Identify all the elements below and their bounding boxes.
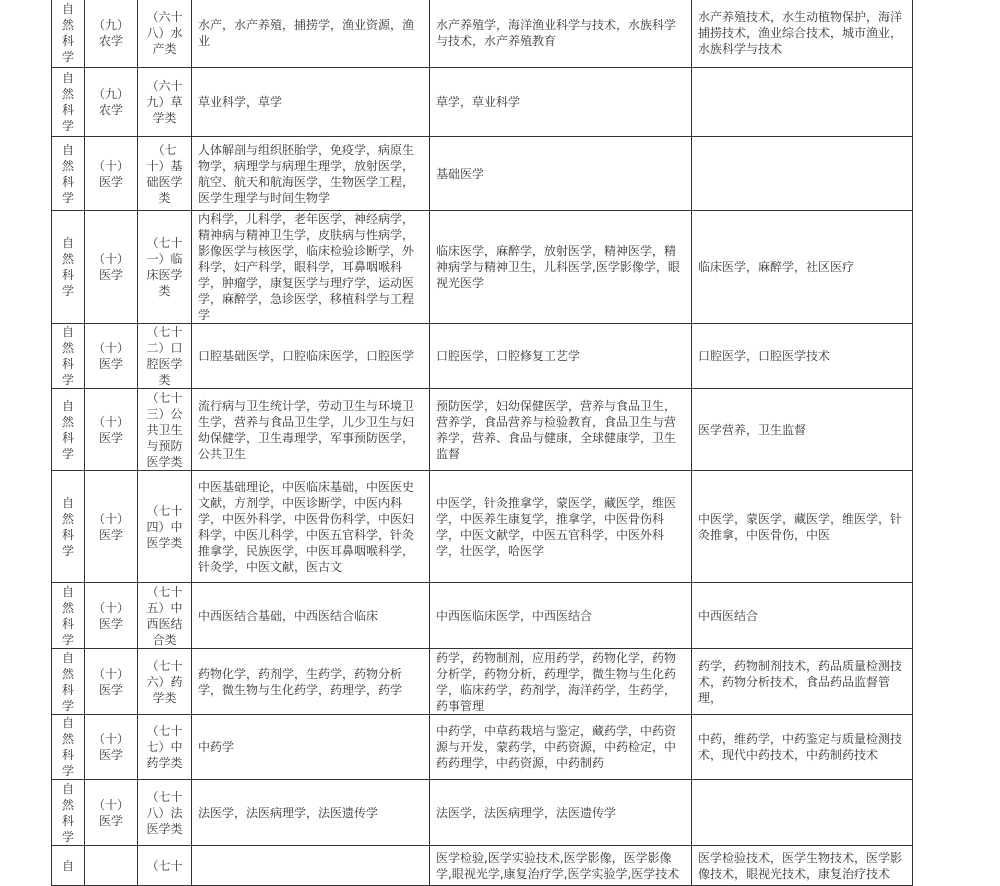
graduate-majors-cell: 法医学，法医病理学，法医遗传学 [192,780,430,846]
class-cell: （七十八）法医学类 [138,780,192,846]
graduate-majors-cell: 中医基础理论，中医临床基础，中医医史文献，方剂学，中医诊断学，中医内科学，中医外科学，中医骨伤科学，中医妇科学，中医儿科学，中医五官科学，针灸推拿学，民族医学，中医耳鼻咽喉科学，针灸学，中医文献，医古文 [192,471,430,583]
class-cell: （七十六）药学类 [138,649,192,715]
class-cell: （七十三）公共卫生与预防医学类 [138,389,192,471]
vocational-majors-cell: 水产养殖技术，水生动植物保护，海洋捕捞技术，渔业综合技术，城市渔业，水族科学与技术 [692,0,913,68]
field-cell: 自然科学 [52,68,85,137]
vocational-majors-cell [692,780,913,846]
category-cell: （十）医学 [85,324,138,389]
table-row [52,68,913,137]
field-cell: 自然科学 [52,583,85,649]
class-cell: （七十）基础医学类 [138,137,192,211]
vocational-majors-cell: 医学检验技术，医学生物技术，医学影像技术，眼视光技术，康复治疗技术 [692,846,913,886]
field-cell: 自然科学 [52,471,85,583]
category-cell: （十）医学 [85,389,138,471]
category-cell: （十）医学 [85,649,138,715]
vocational-majors-cell [692,68,913,137]
category-cell [85,846,138,886]
category-cell: （十）医学 [85,780,138,846]
field-cell: 自然科学 [52,324,85,389]
table-row [52,649,913,715]
table-row [52,137,913,211]
category-cell: （十）医学 [85,211,138,324]
category-cell: （十）医学 [85,715,138,780]
table-row [52,324,913,389]
vocational-majors-cell: 临床医学，麻醉学，社区医疗 [692,211,913,324]
undergraduate-majors-cell: 水产养殖学，海洋渔业科学与技术，水族科学与技术，水产养殖教育 [430,0,692,68]
undergraduate-majors-cell: 药学，药物制剂，应用药学，药物化学，药物分析学，药物分析，药理学，微生物与生化药学，临床药学，药剂学，海洋药学，生药学，药事管理 [430,649,692,715]
class-cell: （七十七）中药学类 [138,715,192,780]
category-cell: （十）医学 [85,583,138,649]
table-row [52,715,913,780]
graduate-majors-cell: 人体解剖与组织胚胎学，免疫学，病原生物学，病理学与病理生理学，放射医学，航空、航天和航海医学，生物医学工程，医学生理学与时间生物学 [192,137,430,211]
class-cell: （七十 [138,846,192,886]
vocational-majors-cell: 中药，维药学，中药鉴定与质量检测技术，现代中药技术，中药制药技术 [692,715,913,780]
discipline-table [51,0,913,886]
vocational-majors-cell: 中西医结合 [692,583,913,649]
vocational-majors-cell: 口腔医学，口腔医学技术 [692,324,913,389]
graduate-majors-cell: 口腔基础医学，口腔临床医学，口腔医学 [192,324,430,389]
undergraduate-majors-cell: 医学检验,医学实验技术,医学影像，医学影像学,眼视光学,康复治疗学,医学实验学,医学技术 [430,846,692,886]
table-row [52,471,913,583]
field-cell: 自然科学 [52,137,85,211]
graduate-majors-cell: 中药学 [192,715,430,780]
table-row [52,583,913,649]
undergraduate-majors-cell: 法医学，法医病理学，法医遗传学 [430,780,692,846]
field-cell: 自然科学 [52,389,85,471]
category-cell: （九）农学 [85,0,138,68]
graduate-majors-cell: 中西医结合基础，中西医结合临床 [192,583,430,649]
graduate-majors-cell: 水产，水产养殖，捕捞学，渔业资源，渔业 [192,0,430,68]
category-cell: （十）医学 [85,471,138,583]
table-row [52,389,913,471]
class-cell: （七十五）中西医结合类 [138,583,192,649]
field-cell: 自然科学 [52,715,85,780]
class-cell: （六十九）草学类 [138,68,192,137]
undergraduate-majors-cell: 草学，草业科学 [430,68,692,137]
graduate-majors-cell: 流行病与卫生统计学，劳动卫生与环境卫生学，营养与食品卫生学，儿少卫生与妇幼保健学，卫生毒理学，军事预防医学，公共卫生 [192,389,430,471]
vocational-majors-cell: 药学，药物制剂技术，药品质量检测技术，药物分析技术，食品药品监督管理， [692,649,913,715]
undergraduate-majors-cell: 基础医学 [430,137,692,211]
table-row [52,0,913,68]
category-cell: （十）医学 [85,137,138,211]
class-cell: （七十四）中医学类 [138,471,192,583]
graduate-majors-cell [192,846,430,886]
undergraduate-majors-cell: 临床医学，麻醉学，放射医学，精神医学，精神病学与精神卫生，儿科医学,医学影像学，眼视光医学 [430,211,692,324]
category-cell: （九）农学 [85,68,138,137]
vocational-majors-cell: 医学营养，卫生监督 [692,389,913,471]
class-cell: （七十二）口腔医学类 [138,324,192,389]
table-row [52,846,913,886]
table-row [52,211,913,324]
class-cell: （七十一）临床医学类 [138,211,192,324]
class-cell: （六十八）水产类 [138,0,192,68]
field-cell: 自然科学 [52,649,85,715]
graduate-majors-cell: 内科学，儿科学，老年医学，神经病学，精神病与精神卫生学，皮肤病与性病学，影像医学与核医学，临床检验诊断学，外科学，妇产科学，眼科学，耳鼻咽喉科学，肿瘤学，康复医学与理疗学，运动医学，麻醉学，急诊医学，移植科学与工程学 [192,211,430,324]
undergraduate-majors-cell: 口腔医学，口腔修复工艺学 [430,324,692,389]
undergraduate-majors-cell: 中西医临床医学，中西医结合 [430,583,692,649]
graduate-majors-cell: 草业科学，草学 [192,68,430,137]
graduate-majors-cell: 药物化学，药剂学，生药学，药物分析学，微生物与生化药学，药理学，药学 [192,649,430,715]
undergraduate-majors-cell: 中药学，中草药栽培与鉴定，藏药学，中药资源与开发，蒙药学，中药资源，中药检定，中药药理学，中药资源，中药制药 [430,715,692,780]
undergraduate-majors-cell: 中医学，针灸推拿学，蒙医学，藏医学，维医学，中医养生康复学，推拿学，中医骨伤科学，中医文献学，中医五官科学，中医外科学，壮医学，哈医学 [430,471,692,583]
vocational-majors-cell: 中医学，蒙医学，藏医学，维医学，针灸推拿，中医骨伤，中医 [692,471,913,583]
field-cell: 自 [52,846,85,886]
undergraduate-majors-cell: 预防医学，妇幼保健医学，营养与食品卫生，营养学，食品营养与检验教育，食品卫生与营养学，营养、食品与健康，全球健康学，卫生监督 [430,389,692,471]
field-cell: 自然科学 [52,0,85,68]
field-cell: 自然科学 [52,780,85,846]
table-row [52,780,913,846]
vocational-majors-cell [692,137,913,211]
field-cell: 自然科学 [52,211,85,324]
